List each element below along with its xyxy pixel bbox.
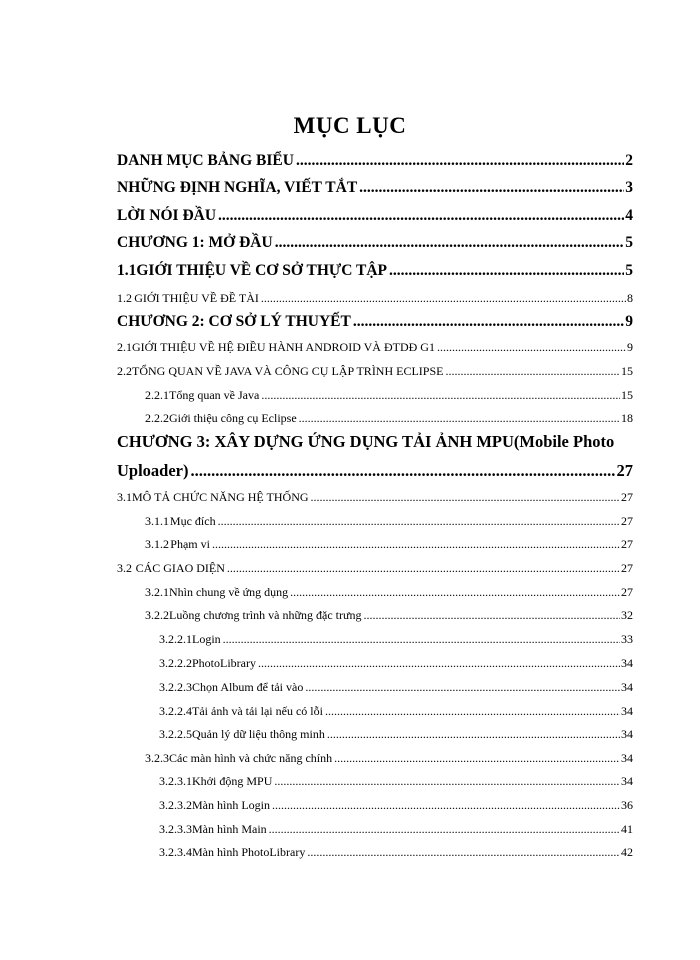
toc-entry[interactable] [159,632,633,647]
toc-entry-text: LỜI NÓI ĐẦU [117,207,217,224]
toc-entry-text: NHỮNG ĐỊNH NGHĨA, VIẾT TẮT [117,179,358,196]
toc-entry[interactable] [159,845,633,860]
toc-entry-text: TỔNG QUAN VỀ JAVA VÀ CÔNG CỤ LẬP TRÌNH ECLIPSE [132,364,444,378]
toc-entry[interactable] [145,411,633,426]
toc-entry-number: 2.1 [117,340,132,354]
toc-entry-text: Mục đích [169,514,216,528]
leader-dots [359,179,624,197]
leader-dots [269,822,620,837]
leader-dots [437,340,626,355]
toc-entry-page: 34 [621,656,633,670]
toc-entry[interactable] [145,585,633,600]
toc-entry-page: 34 [621,704,633,718]
toc-entry-number: 2.2.1 [145,388,169,402]
toc-entry-page: 34 [621,751,633,765]
leader-dots [290,585,620,600]
leader-dots [258,656,620,671]
leader-dots [305,680,620,695]
toc-entry-page: 32 [621,608,633,622]
toc-entry-number: 3.2.3.3 [159,822,192,836]
toc-entry-page: 42 [621,845,633,859]
toc-entry-number: 3.2.3.2 [159,798,192,812]
toc-entry-text: MÔ TẢ CHỨC NĂNG HỆ THỐNG [132,490,309,504]
toc-entry[interactable] [117,234,633,252]
toc-entry-page: 5 [625,262,633,279]
toc-entry-page: 33 [621,632,633,646]
toc-entry-text: GIỚI THIỆU VỀ ĐỀ TÀI [134,291,259,305]
toc-entry[interactable] [145,751,633,766]
leader-dots [218,207,624,225]
leader-dots [274,774,620,789]
toc-entry-number: 3.2.3.1 [159,774,192,788]
toc-entry-page: 9 [625,313,633,330]
toc-entry-text: Màn hình Main [192,822,267,836]
leader-dots [191,461,616,481]
toc-entry[interactable] [145,537,633,552]
toc-entry-text: CHƯƠNG 2: CƠ SỞ LÝ THUYẾT [117,313,351,330]
toc-entry-number: 3.2.3.4 [159,845,192,859]
leader-dots [327,727,620,742]
leader-dots [275,234,625,252]
toc-entry[interactable] [117,152,633,170]
toc-entry[interactable] [117,179,633,197]
toc-entry[interactable] [159,680,633,695]
toc-entry[interactable] [117,490,633,505]
toc-entry-page: 41 [621,822,633,836]
toc-entry-number: 1.2 [117,291,132,305]
leader-dots [334,751,620,766]
toc-entry-page: 27 [621,514,633,528]
leader-dots [445,364,620,379]
toc-entry-number: 3.2.2.2 [159,656,192,670]
toc-entry-page: 18 [621,411,633,425]
toc-entry-number: 3.2.2.1 [159,632,192,646]
toc-entry-page: 27 [621,561,633,575]
toc-entry-page: 3 [625,179,633,196]
leader-dots [307,845,620,860]
leader-dots [223,632,620,647]
leader-dots [325,704,620,719]
toc-entry-text: GIỚI THIỆU VỀ HỆ ĐIỀU HÀNH ANDROID VÀ ĐTDĐ G1 [132,340,435,354]
leader-dots [311,490,620,505]
toc-entry[interactable] [159,727,633,742]
leader-dots [353,313,624,331]
toc-entry-page: 34 [621,727,633,741]
leader-dots [364,608,621,623]
toc-entry-number: 3.2.2.5 [159,727,192,741]
page-title: MỤC LỤC [293,113,407,138]
toc-entry[interactable] [117,340,633,355]
toc-entry-page: 27 [621,585,633,599]
toc-entry-page: 4 [625,207,633,224]
toc-entry-number: 2.2 [117,364,132,378]
toc-entry-number: 3.2.2 [145,608,169,622]
toc-entry[interactable] [145,608,633,623]
toc-entry-text: Các màn hình và chức năng chính [169,751,333,765]
toc-entry-page: 15 [621,364,633,378]
toc-entry-page: 27 [621,490,633,504]
toc-entry-number: 2.2.2 [145,411,169,425]
toc-entry-text: Tải ảnh và tải lại nếu có lỗi [192,704,323,718]
leader-dots [299,411,620,426]
toc-entry-number: 3.2 [117,561,132,575]
toc-entry-page: 36 [621,798,633,812]
toc-entry-page: 8 [627,291,633,305]
toc-entry[interactable] [145,514,633,529]
toc-entry-number: 3.1.2 [145,537,169,551]
leader-dots [218,514,620,529]
leader-dots [389,262,624,280]
toc-entry-page: 5 [625,234,633,251]
leader-dots [212,537,620,552]
leader-dots [261,388,620,403]
toc-entry-text: PhotoLibrary [192,656,256,670]
toc-entry-text: CHƯƠNG 1: MỞ ĐẦU [117,234,273,251]
toc-entry-text: Giới thiệu công cụ Eclipse [169,411,297,425]
toc-entry[interactable] [117,461,633,481]
toc-entry-number: 3.2.3 [145,751,169,765]
toc-entry-page: 15 [621,388,633,402]
toc-entry-text: Phạm vi [170,537,210,551]
leader-dots [261,291,626,306]
toc-entry[interactable] [117,291,633,306]
toc-entry[interactable] [159,822,633,837]
toc-entry[interactable] [159,798,633,813]
toc-entry[interactable] [117,262,633,280]
toc-entry-text[interactable]: CHƯƠNG 3: XÂY DỰNG ỨNG DỤNG TẢI ẢNH MPU(Mobile Photo [117,432,615,451]
toc-entry-number: 1.1 [117,262,137,279]
toc-entry-text: GIỚI THIỆU VỀ CƠ SỞ THỰC TẬP [136,262,388,279]
toc-entry[interactable] [117,364,633,379]
leader-dots [272,798,620,813]
toc-entry[interactable] [159,774,633,789]
toc-entry[interactable] [159,656,633,671]
toc-entry-page: 27 [621,537,633,551]
toc-entry[interactable] [145,388,633,403]
toc-entry-text: Màn hình Login [192,798,270,812]
leader-dots [296,152,624,170]
toc-entry-number: 3.2.2.3 [159,680,192,694]
toc-entry-text: Nhìn chung về ứng dụng [169,585,289,599]
toc-entry[interactable] [117,313,633,331]
toc-entry-number: 3.2.1 [145,585,169,599]
toc-entry-number: 3.1.1 [145,514,169,528]
toc-entry-page: 34 [621,774,633,788]
toc-entry-text: Login [192,632,221,646]
toc-entry-text: Màn hình PhotoLibrary [192,845,306,859]
toc-entry-text: Chọn Album để tải vào [192,680,304,694]
toc-entry[interactable] [117,561,633,576]
leader-dots [227,561,620,576]
toc-entry-text: Luồng chương trình và những đặc trưng [169,608,362,622]
toc-entry-text: CÁC GIAO DIỆN [135,561,225,575]
toc-entry-text: Uploader) [117,461,189,480]
toc-entry-page: 9 [627,340,633,354]
toc-entry[interactable] [159,704,633,719]
toc-entry-number: 3.1 [117,490,132,504]
toc-entry-text: Tổng quan về Java [169,388,260,402]
toc-entry-text: Quản lý dữ liệu thông minh [192,727,325,741]
toc-entry-page: 2 [625,152,633,169]
toc-entry-number: 3.2.2.4 [159,704,192,718]
toc-entry-page: 27 [616,461,633,480]
toc-entry-page: 34 [621,680,633,694]
toc-entry[interactable] [117,207,633,225]
toc-entry-text: DANH MỤC BẢNG BIỂU [117,152,294,169]
toc-entry-text: Khởi động MPU [192,774,273,788]
